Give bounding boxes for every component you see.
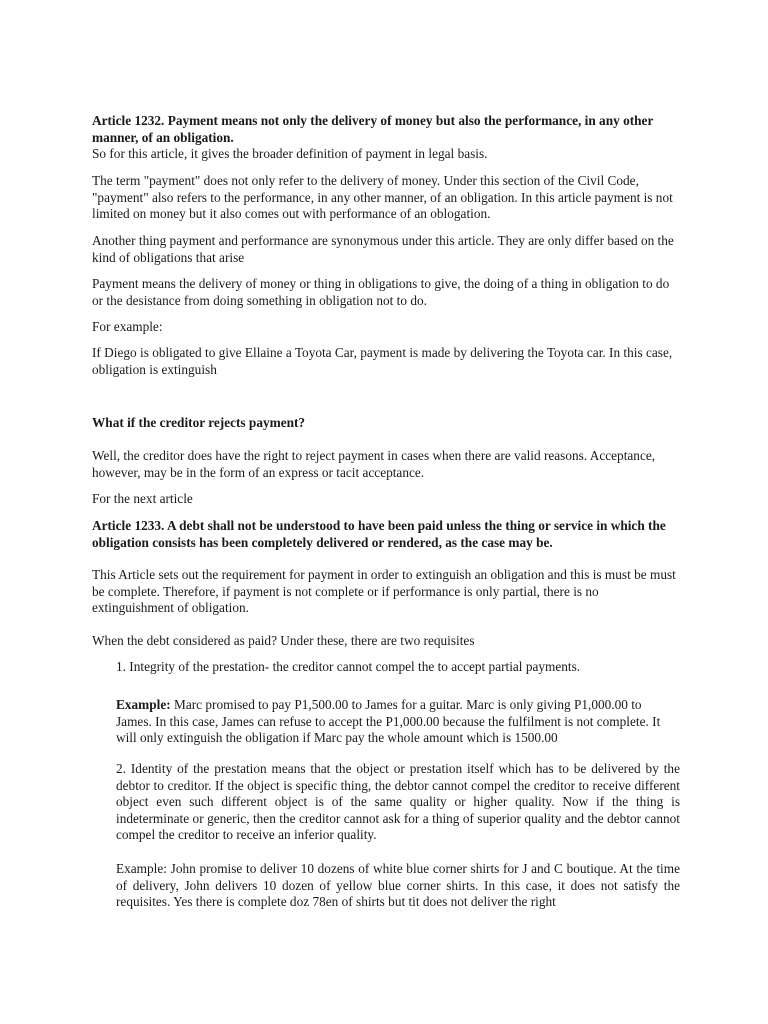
creditor-section-heading: What if the creditor rejects payment? (92, 415, 306, 430)
article-1232-paragraph-3: Payment means the delivery of money or thing in obligations to give, the doing of a thing in obligation to do or the desistance from doing something in obligation not to do. (92, 276, 670, 308)
article-1233-paragraph-2: When the debt considered as paid? Under these, there are two requisites (92, 633, 475, 648)
article-1233-paragraph-1: This Article sets out the requirement for payment in order to extinguish an obligation and this is must be must be complete. Therefore, if payment is not complete or if performance is only partial, there is no extinguishment of obligation. (92, 567, 676, 616)
article-1232-heading: Article 1232. Payment means not only the delivery of money but also the performance, in any other manner, of an obligation. (92, 113, 654, 145)
article-1233-heading: Article 1233. A debt shall not be understood to have been paid unless the thing or service in which the obligation consists has been completely delivered or rendered, as the case may be. (92, 518, 666, 550)
creditor-section-paragraph-2: For the next article (92, 491, 193, 506)
example-1-label: Example: (116, 697, 171, 712)
article-1232-paragraph-2: Another thing payment and performance are synonymous under this article. They are only differ based on the kind of obligations that arise (92, 233, 674, 265)
article-1232-paragraph-1: The term "payment" does not only refer to the delivery of money. Under this section of the Civil Code, "payment" also refers to the performance, in any other manner, of an obligation. In this article payment is not limited on money but it also comes out with performance of an oblogation. (92, 173, 673, 222)
article-1232-paragraph-4: For example: (92, 319, 163, 334)
article-1232-intro: So for this article, it gives the broader definition of payment in legal basis. (92, 146, 488, 161)
example-1-text: Marc promised to pay P1,500.00 to James for a guitar. Marc is only giving P1,000.00 to James. In this case, James can refuse to accept the P1,000.00 because the fulfilment is not complete. It will only extinguish the obligation if Marc pay the whole amount which is 1500.00 (116, 697, 661, 746)
requisite-1: 1. Integrity of the prestation- the creditor cannot compel the to accept partial payments. (116, 659, 581, 674)
requisite-2: 2. Identity of the prestation means that the object or prestation itself which has to be delivered by the debtor to creditor. If the object is specific thing, the debtor cannot compel the creditor to receive different object even such different object is of the same quality or higher quality. Now if the thing is indeterminate or generic, then the creditor cannot ask for a thing of superior quality and the debtor cannot compel the creditor to receive an inferior quality. (116, 761, 680, 843)
example-1 (116, 697, 680, 747)
creditor-section-paragraph-1: Well, the creditor does have the right to reject payment in cases when there are valid reasons. Acceptance, however, may be in the form of an express or tacit acceptance. (92, 448, 656, 480)
example-2: Example: John promise to deliver 10 dozens of white blue corner shirts for J and C boutique. At the time of delivery, John delivers 10 dozen of yellow blue corner shirts. In this case, it does not satisfy the requisites. Yes there is complete doz 78en of shirts but tit does not deliver the right (116, 861, 680, 910)
article-1232-paragraph-5: If Diego is obligated to give Ellaine a Toyota Car, payment is made by delivering the Toyota car. In this case, obligation is extinguish (92, 345, 673, 377)
